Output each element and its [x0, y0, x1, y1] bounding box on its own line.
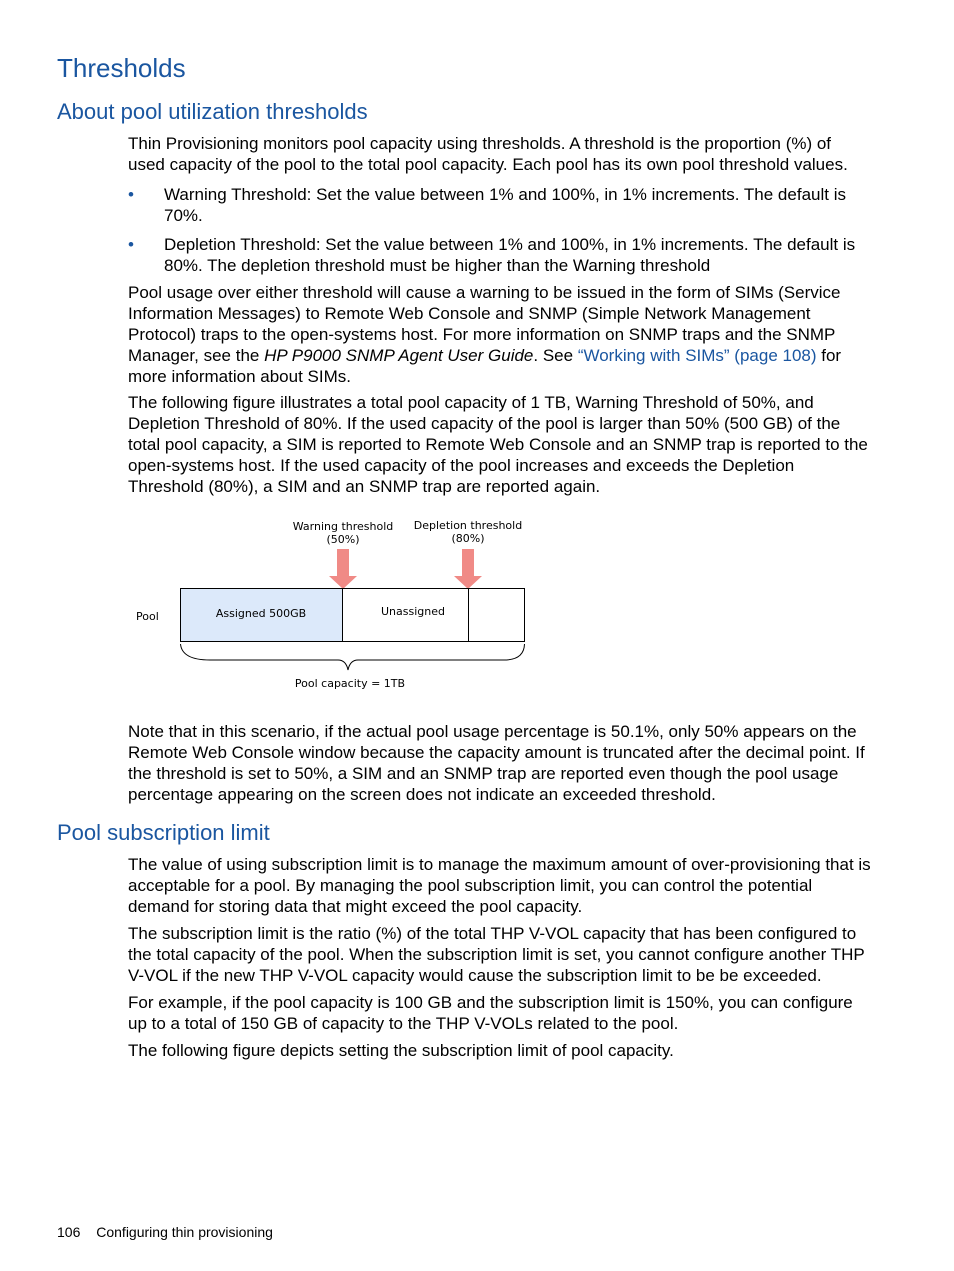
working-with-sims-link[interactable]: “Working with SIMs” (page 108) [577, 346, 817, 365]
warning-threshold-pct: (50%) [326, 533, 360, 546]
guide-title: HP P9000 SNMP Agent User Guide [264, 346, 534, 365]
unassigned-label: Unassigned [381, 605, 445, 618]
remaining-segment [469, 589, 525, 642]
paragraph-pool-usage [128, 282, 872, 387]
warning-threshold-label: Warning threshold [292, 520, 394, 533]
assigned-label: Assigned 500GB [215, 607, 307, 620]
pool-label: Pool [136, 610, 159, 623]
paragraph-text: for more information about SIMs. [128, 346, 842, 386]
depletion-threshold-pct: (80%) [451, 532, 485, 545]
paragraph-truncation-note: Note that in this scenario, if the actual pool usage percentage is 50.1%, only 50% appears on the Remote Web Console window because the capacity amount is truncated after the decimal point. If the threshold is set to 50%, a SIM and an SNMP trap are reported even though the pool usage percentage appearing on the screen does not indicate an exceeded threshold. [128, 722, 865, 804]
depletion-arrow-icon [454, 549, 482, 589]
paragraph-text: . See [533, 346, 578, 365]
capacity-label: Pool capacity = 1TB [294, 677, 406, 690]
capacity-brace [181, 644, 525, 670]
page-number: 106 [57, 1224, 81, 1240]
section-heading-subscription-limit: Pool subscription limit [57, 820, 270, 845]
paragraph-figure-description: The following figure illustrates a total pool capacity of 1 TB, Warning Threshold of 50%, and Depletion Threshold of 80%. If the used capacity of the pool is larger than 50% (500 GB) of the total pool capacity, a SIM is reported to Remote Web Console and an SNMP trap is reported to the open-systems host. If the used capacity of the pool increases and exceeds the Depletion Threshold (80%), a SIM and an SNMP trap are reported again. [128, 393, 868, 496]
depletion-threshold-label: Depletion threshold [413, 519, 523, 532]
bullet-icon: • [128, 235, 134, 254]
paragraph-subscription-ratio: The subscription limit is the ratio (%) of the total THP V-VOL capacity that has been configured to the total capacity of the pool. When the subscription limit is set, you cannot configure another THP V-VOL if the new THP V-VOL capacity would cause the subscription limit to be be exceeded. [128, 924, 865, 985]
page-footer [57, 1223, 273, 1241]
paragraph-thresholds-intro: Thin Provisioning monitors pool capacity using thresholds. A threshold is the proportion (%) of used capacity of the pool to the total pool capacity. Each pool has its own pool threshold values. [128, 134, 848, 174]
threshold-figure [120, 510, 540, 695]
bullet-icon: • [128, 185, 134, 204]
bullet-text: Warning Threshold: Set the value between 1% and 100%, in 1% increments. The default is 70%. [164, 185, 846, 225]
paragraph-text: Pool usage over either threshold will cause a warning to be issued in the form of SIMs (Service Information Messages) to Remote Web Console and SNMP (Simple Network Management Protocol) traps to the open-systems host. For more information on SNMP traps and the SNMP Manager, see the [128, 283, 841, 365]
page-title: Thresholds [57, 53, 186, 83]
paragraph-subscription-value: The value of using subscription limit is to manage the maximum amount of over-provisioning that is acceptable for a pool. By managing the pool subscription limit, you can control the potential demand for storing data that might exceed the pool capacity. [128, 855, 871, 916]
warning-arrow-icon [329, 549, 357, 589]
section-heading-pool-utilization: About pool utilization thresholds [57, 99, 368, 124]
paragraph-subscription-example: For example, if the pool capacity is 100 GB and the subscription limit is 150%, you can configure up to a total of 150 GB of capacity to the THP V-VOLs related to the pool. [128, 993, 853, 1033]
bullet-text: Depletion Threshold: Set the value between 1% and 100%, in 1% increments. The default is 80%. The depletion threshold must be higher than the Warning threshold [164, 235, 856, 275]
chapter-title: Configuring thin provisioning [96, 1224, 273, 1240]
paragraph-subscription-figure-intro: The following figure depicts setting the subscription limit of pool capacity. [128, 1041, 674, 1060]
